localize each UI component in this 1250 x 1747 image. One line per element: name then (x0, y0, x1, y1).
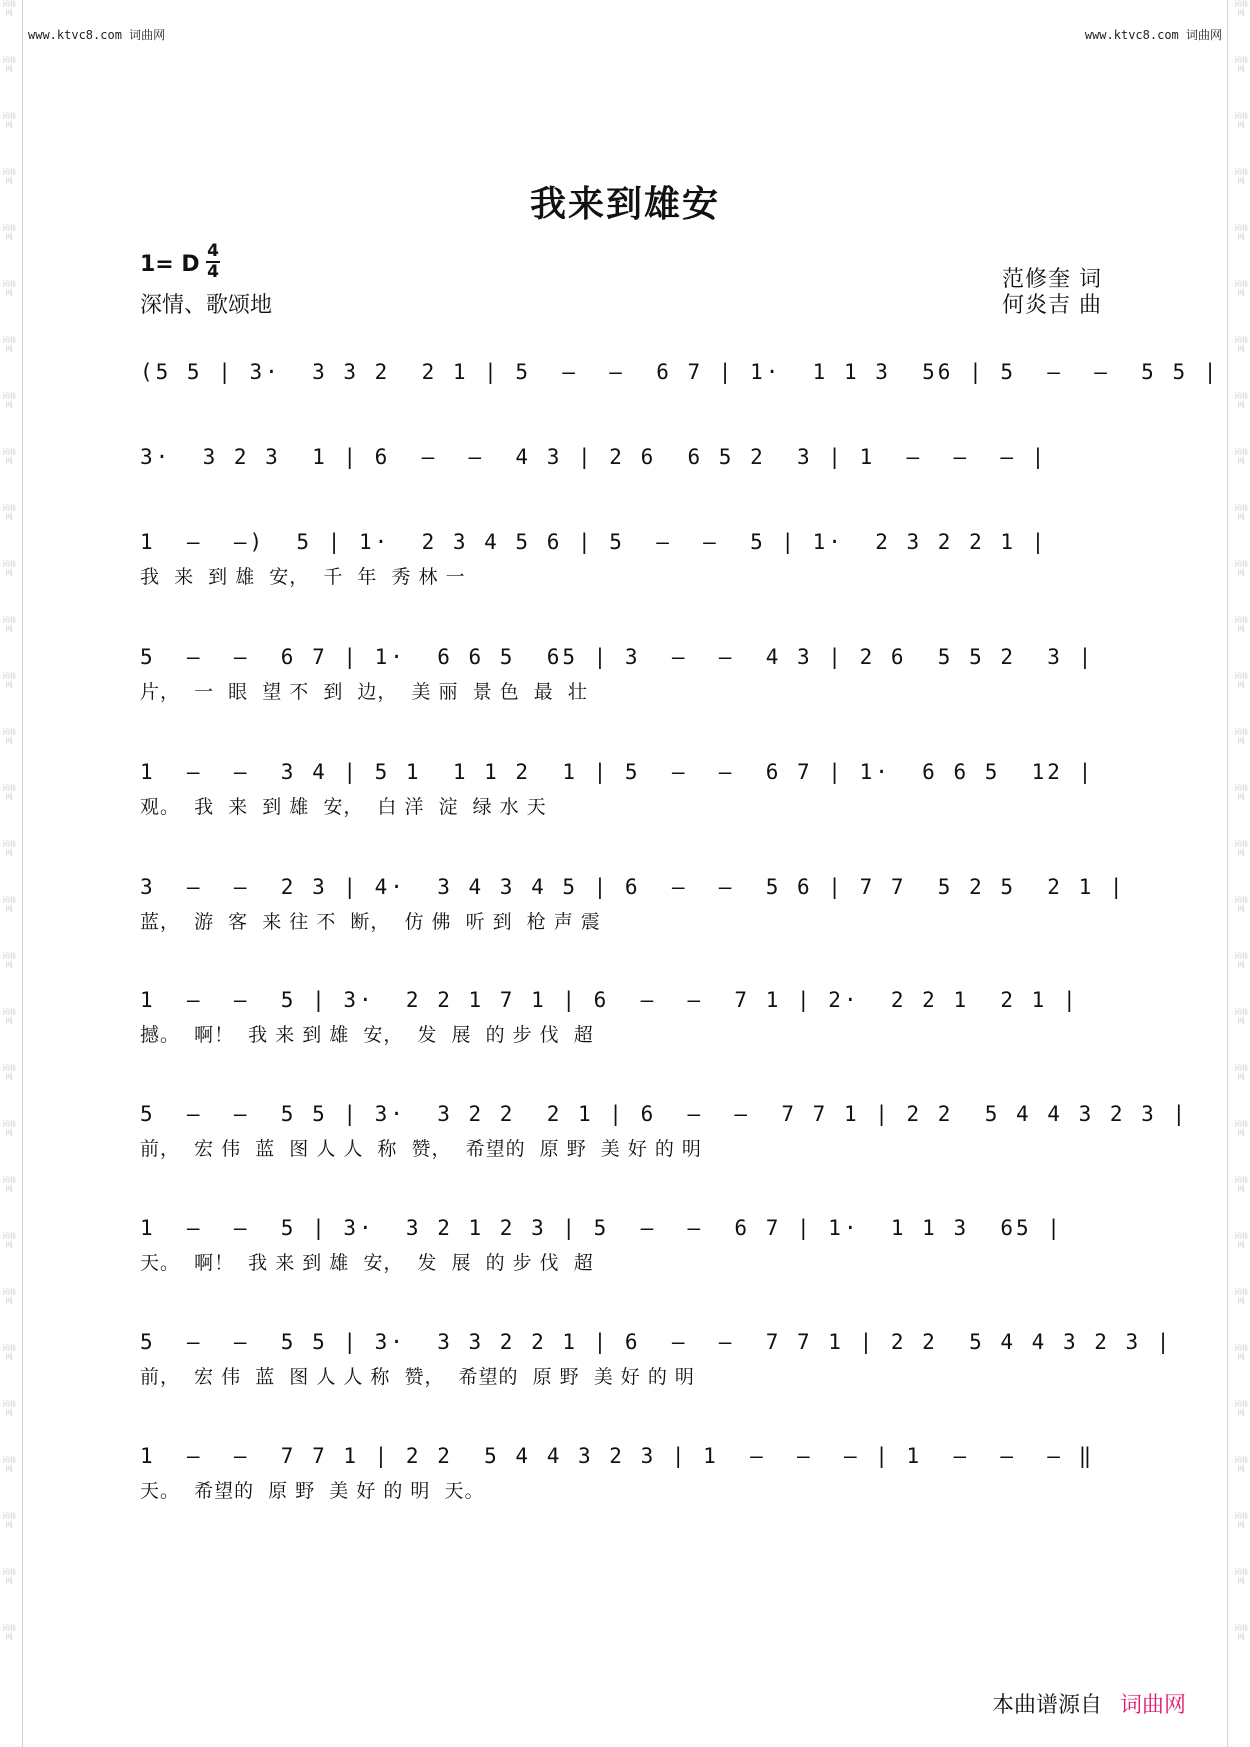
score-line-lyrics: 观。 我 来 到 雄 安， 白 洋 淀 绿 水 天 (140, 796, 547, 818)
watermark-text: 词曲网 (1234, 336, 1248, 353)
score-line-lyrics: 我 来 到 雄 安， 千 年 秀 林 一 (140, 566, 466, 588)
watermark-text: 词曲网 (2, 448, 16, 465)
watermark-text: 词曲网 (1234, 448, 1248, 465)
score-line-lyrics: 撼。 啊！ 我 来 到 雄 安， 发 展 的 步 伐 超 (140, 1024, 594, 1046)
footer-source (992, 1688, 1186, 1719)
score-line-lyrics: 蓝， 游 客 来 往 不 断， 仿 佛 听 到 枪 声 震 (140, 911, 601, 933)
watermark-text: 词曲网 (2, 0, 16, 17)
watermark-text: 词曲网 (1234, 1008, 1248, 1025)
watermark-text: 词曲网 (2, 952, 16, 969)
watermark-text: 词曲网 (2, 1064, 16, 1081)
watermark-text: 词曲网 (2, 1176, 16, 1193)
watermark-text: 词曲网 (2, 840, 16, 857)
watermark-text: 词曲网 (1234, 392, 1248, 409)
right-watermark-strip (1234, 0, 1248, 1747)
watermark-text: 词曲网 (2, 56, 16, 73)
watermark-text: 词曲网 (2, 336, 16, 353)
left-watermark-strip (2, 0, 16, 1747)
watermark-text: 词曲网 (2, 1456, 16, 1473)
watermark-text: 词曲网 (1234, 224, 1248, 241)
watermark-text: 词曲网 (1234, 168, 1248, 185)
watermark-text: 词曲网 (1234, 1512, 1248, 1529)
watermark-text: 词曲网 (2, 616, 16, 633)
watermark-text: 词曲网 (1234, 56, 1248, 73)
watermark-text: 词曲网 (1234, 112, 1248, 129)
header-url-left[interactable]: www.ktvc8.com 词曲网 (28, 28, 166, 42)
watermark-text: 词曲网 (1234, 1064, 1248, 1081)
score-line-lyrics: 前， 宏 伟 蓝 图 人 人 称 赞， 希望的 原 野 美 好 的 明 (140, 1138, 702, 1160)
tempo-marking: 深情、歌颂地 (140, 293, 273, 318)
watermark-text: 词曲网 (1234, 560, 1248, 577)
left-frame-line (22, 0, 23, 1747)
score-line-lyrics: 天。 希望的 原 野 美 好 的 明 天。 (140, 1480, 485, 1502)
song-title: 我来到雄安 (529, 184, 720, 225)
watermark-text: 词曲网 (1234, 784, 1248, 801)
watermark-text: 词曲网 (1234, 1456, 1248, 1473)
watermark-text: 词曲网 (1234, 504, 1248, 521)
watermark-text: 词曲网 (2, 392, 16, 409)
watermark-text: 词曲网 (1234, 896, 1248, 913)
watermark-text: 词曲网 (2, 1512, 16, 1529)
watermark-text: 词曲网 (2, 672, 16, 689)
watermark-text: 词曲网 (1234, 728, 1248, 745)
watermark-text: 词曲网 (2, 1232, 16, 1249)
watermark-text: 词曲网 (2, 784, 16, 801)
watermark-text: 词曲网 (2, 1568, 16, 1585)
watermark-text: 词曲网 (2, 224, 16, 241)
watermark-text: 词曲网 (1234, 672, 1248, 689)
score-line-lyrics: 片， 一 眼 望 不 到 边， 美 丽 景 色 最 壮 (140, 681, 588, 703)
right-frame-line (1227, 0, 1228, 1747)
watermark-text: 词曲网 (1234, 1624, 1248, 1641)
score-line-notes: 5 – – 5 5 | 3· 3 2 2 2 1 | 6 – – 7 7 1 | 2 2 5 4 4 3 2 3 | (140, 1102, 1189, 1126)
score-line-notes: 1 – –) 5 | 1· 2 3 4 5 6 | 5 – – 5 | 1· 2 3 2 2 1 | (140, 530, 1048, 554)
watermark-text: 词曲网 (1234, 616, 1248, 633)
time-signature (206, 243, 220, 281)
watermark-text: 词曲网 (1234, 0, 1248, 17)
score-line-notes: 3· 3 2 3 1 | 6 – – 4 3 | 2 6 6 5 2 3 | 1 – – – | (140, 445, 1048, 469)
watermark-text: 词曲网 (2, 1400, 16, 1417)
watermark-text: 词曲网 (1234, 1288, 1248, 1305)
footer-brand-link[interactable]: 词曲网 (1120, 1693, 1187, 1718)
watermark-text: 词曲网 (2, 560, 16, 577)
footer-prefix: 本曲谱源自 (992, 1693, 1103, 1718)
watermark-text: 词曲网 (2, 1344, 16, 1361)
score-line-lyrics: 天。 啊！ 我 来 到 雄 安， 发 展 的 步 伐 超 (140, 1252, 594, 1274)
watermark-text: 词曲网 (2, 1288, 16, 1305)
score-line-notes: 3 – – 2 3 | 4· 3 4 3 4 5 | 6 – – 5 6 | 7 7 5 2 5 2 1 | (140, 875, 1126, 899)
score-line-lyrics (140, 390, 1115, 418)
score-line-lyrics: 前， 宏 伟 蓝 图 人 人 称 赞， 希望的 原 野 美 好 的 明 (140, 1366, 695, 1388)
watermark-text: 词曲网 (2, 504, 16, 521)
score-line-lyrics (140, 475, 1115, 503)
score-line-notes: 1 – – 5 | 3· 2 2 1 7 1 | 6 – – 7 1 | 2· 2 2 1 2 1 | (140, 988, 1079, 1012)
score-line-notes: 1 – – 7 7 1 | 2 2 5 4 4 3 2 3 | 1 – – – | 1 – – – ‖ (140, 1444, 1095, 1468)
header-url-right[interactable]: www.ktvc8.com 词曲网 (1084, 28, 1222, 42)
time-signature-top: 4 (207, 241, 219, 261)
watermark-text: 词曲网 (2, 1008, 16, 1025)
watermark-text: 词曲网 (1234, 1344, 1248, 1361)
score-line-notes: 5 – – 5 5 | 3· 3 3 2 2 1 | 6 – – 7 7 1 | 2 2 5 4 4 3 2 3 | (140, 1330, 1173, 1354)
score-line-notes: 5 – – 6 7 | 1· 6 6 5 65 | 3 – – 4 3 | 2 6 5 5 2 3 | (140, 645, 1095, 669)
lyricist-credit: 范修奎 词 (1002, 267, 1102, 292)
watermark-text: 词曲网 (1234, 1568, 1248, 1585)
watermark-text: 词曲网 (2, 1624, 16, 1641)
watermark-text: 词曲网 (1234, 1176, 1248, 1193)
score-line-notes: 1 – – 5 | 3· 3 2 1 2 3 | 5 – – 6 7 | 1· 1 1 3 65 | (140, 1216, 1063, 1240)
watermark-text: 词曲网 (1234, 1232, 1248, 1249)
watermark-text: 词曲网 (1234, 280, 1248, 297)
time-signature-bottom: 4 (207, 262, 219, 282)
watermark-text: 词曲网 (1234, 952, 1248, 969)
key-signature: 1= D (140, 252, 200, 277)
watermark-text: 词曲网 (2, 168, 16, 185)
watermark-text: 词曲网 (2, 1120, 16, 1137)
composer-credit: 何炎吉 曲 (1002, 293, 1102, 318)
score-line-notes: (5 5 | 3· 3 3 2 2 1 | 5 – – 6 7 | 1· 1 1 3 56 | 5 – – 5 5 | (140, 360, 1220, 384)
score-line-notes: 1 – – 3 4 | 5 1 1 1 2 1 | 5 – – 6 7 | 1· 6 6 5 12 | (140, 760, 1095, 784)
watermark-text: 词曲网 (1234, 1400, 1248, 1417)
watermark-text: 词曲网 (1234, 1120, 1248, 1137)
watermark-text: 词曲网 (2, 280, 16, 297)
watermark-text: 词曲网 (2, 112, 16, 129)
watermark-text: 词曲网 (1234, 840, 1248, 857)
watermark-text: 词曲网 (2, 728, 16, 745)
watermark-text: 词曲网 (2, 896, 16, 913)
